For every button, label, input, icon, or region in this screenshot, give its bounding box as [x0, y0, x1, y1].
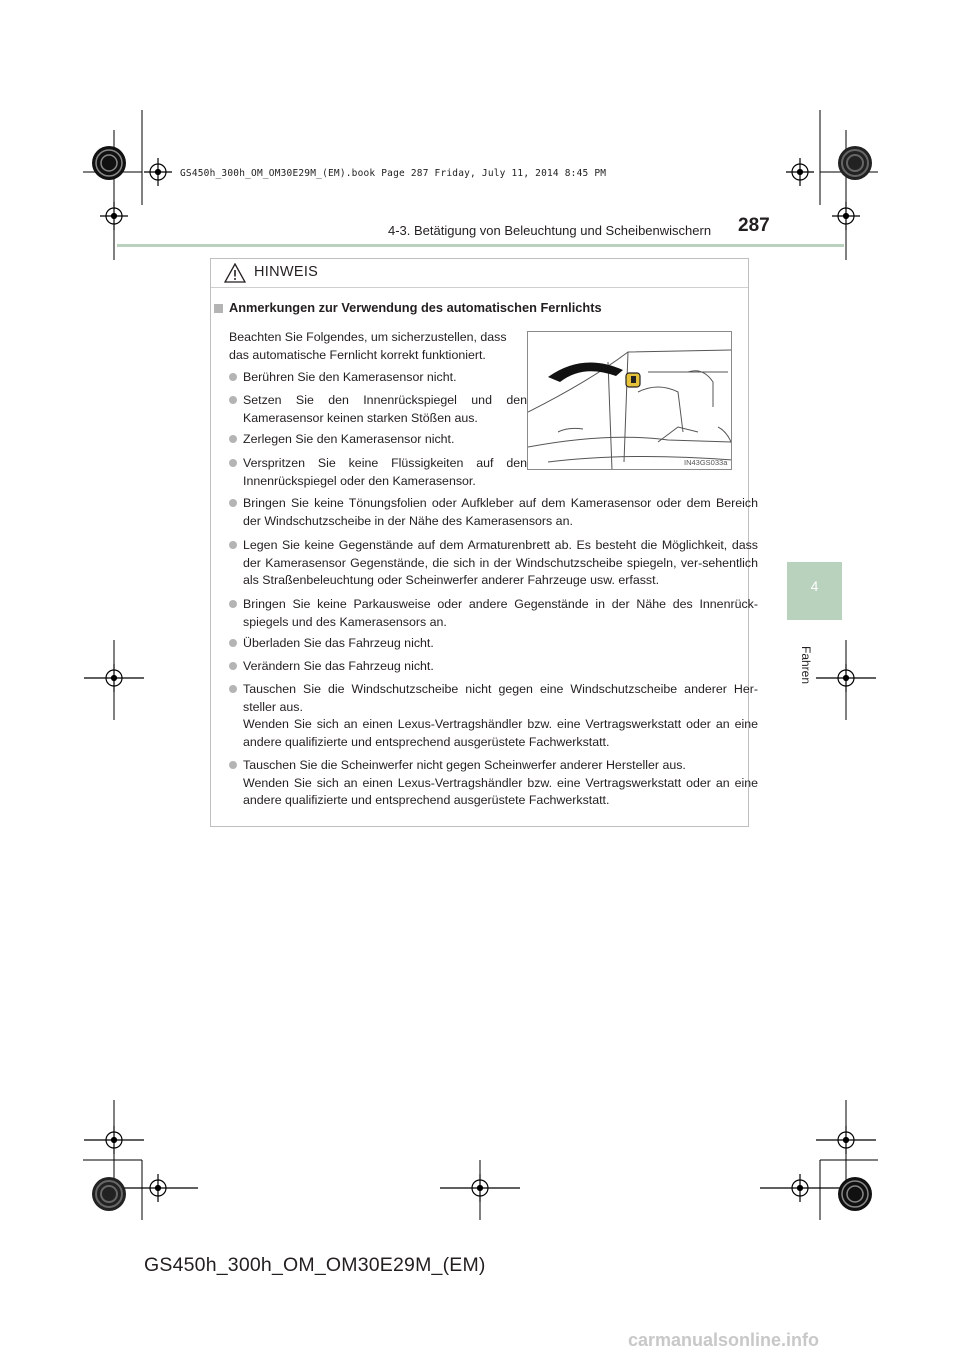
list-item: [229, 635, 758, 653]
figure-code: IN43GS033a: [684, 458, 728, 467]
list-item-text: Verspritzen Sie keine Flüssigkeiten auf den Innenrückspiegel oder den Kamerasensor.: [243, 456, 527, 488]
list-item-line: Tauschen Sie die Windschutzscheibe nicht gegen eine Windschutzscheibe anderer Her-steller aus.: [243, 682, 758, 714]
bullet-icon: [229, 541, 237, 549]
list-item-text: Verändern Sie das Fahrzeug nicht.: [243, 659, 434, 673]
bullet-icon: [229, 685, 237, 693]
bullet-icon: [229, 761, 237, 769]
camera-sensor-illustration: [527, 331, 732, 470]
bullet-icon: [229, 396, 237, 404]
intro-paragraph: Beachten Sie Folgendes, um sicherzustellen, dass das automatische Fernlicht korrekt funktioniert.: [229, 330, 507, 362]
list-item-text: Berühren Sie den Kamerasensor nicht.: [243, 370, 457, 384]
list-item-text: Setzen Sie den Innenrückspiegel und den Kamerasensor keinen starken Stößen aus.: [243, 393, 527, 425]
list-item-text: Zerlegen Sie den Kamerasensor nicht.: [243, 432, 455, 446]
list-item: [229, 392, 527, 427]
book-info-line: GS450h_300h_OM_OM30E29M_(EM).book Page 287 Friday, July 11, 2014 8:45 PM: [180, 168, 607, 179]
bullet-icon: [229, 639, 237, 647]
list-item-text: Überladen Sie das Fahrzeug nicht.: [243, 636, 434, 650]
page-number: 287: [738, 215, 770, 236]
notice-title: HINWEIS: [254, 264, 319, 280]
list-item-text: Bringen Sie keine Parkausweise oder andere Gegenstände in der Nähe des Innenrück-spiegels und des Kamerasensors an.: [243, 597, 758, 629]
bullet-icon: [229, 373, 237, 381]
topic-square-icon: [214, 304, 223, 313]
list-item: [229, 596, 758, 631]
topic-heading: Anmerkungen zur Verwendung des automatischen Fernlichts: [229, 300, 602, 315]
list-item: [229, 658, 758, 676]
chapter-label: Fahren: [799, 646, 813, 685]
bullet-icon: [229, 435, 237, 443]
list-item-line: Tauschen Sie die Scheinwerfer nicht gegen Scheinwerfer anderer Hersteller aus.: [243, 758, 686, 772]
list-item: [229, 369, 527, 387]
bullet-icon: [229, 600, 237, 608]
list-item-text: Bringen Sie keine Tönungsfolien oder Aufkleber auf dem Kamerasensor oder dem Bereich der Windschutzscheibe in der Nähe des Kamerasensors an.: [243, 496, 758, 528]
list-item: [229, 431, 527, 449]
list-item: [229, 681, 758, 751]
list-item: [229, 757, 758, 810]
header-rule: [117, 244, 844, 247]
list-item: [229, 495, 758, 530]
bullet-icon: [229, 499, 237, 507]
warning-triangle-icon: [224, 263, 246, 283]
list-item: [229, 537, 758, 590]
footer-document-id: GS450h_300h_OM_OM30E29M_(EM): [144, 1254, 486, 1276]
list-item-line: Wenden Sie sich an einen Lexus-Vertragshändler bzw. eine Vertragswerkstatt oder an eine andere qualifizierte und entsprechend ausgerüstete Fachwerkstatt.: [243, 775, 758, 807]
list-item-line: Wenden Sie sich an einen Lexus-Vertragshändler bzw. eine Vertragswerkstatt oder an eine andere qualifizierte und entsprechend ausgerüstete Fachwerkstatt.: [243, 717, 758, 749]
watermark: carmanualsonline.info: [628, 1330, 820, 1350]
bullet-icon: [229, 662, 237, 670]
list-item-text: Legen Sie keine Gegenstände auf dem Armaturenbrett ab. Es besteht die Möglichkeit, dass der Kamerasensor Gegenstände, die sich in der Windschutzscheibe spiegeln, ver-sehentlich als Straßenbeleuchtung oder Scheinwerfer anderer Fahrzeuge usw. erfasst.: [243, 538, 758, 587]
list-item-text: [243, 757, 758, 810]
list-item-text: [243, 681, 758, 751]
chapter-number: 4: [810, 578, 819, 594]
section-title: 4-3. Betätigung von Beleuchtung und Scheibenwischern: [388, 223, 712, 238]
bullet-icon: [229, 459, 237, 467]
list-item: [229, 455, 527, 490]
